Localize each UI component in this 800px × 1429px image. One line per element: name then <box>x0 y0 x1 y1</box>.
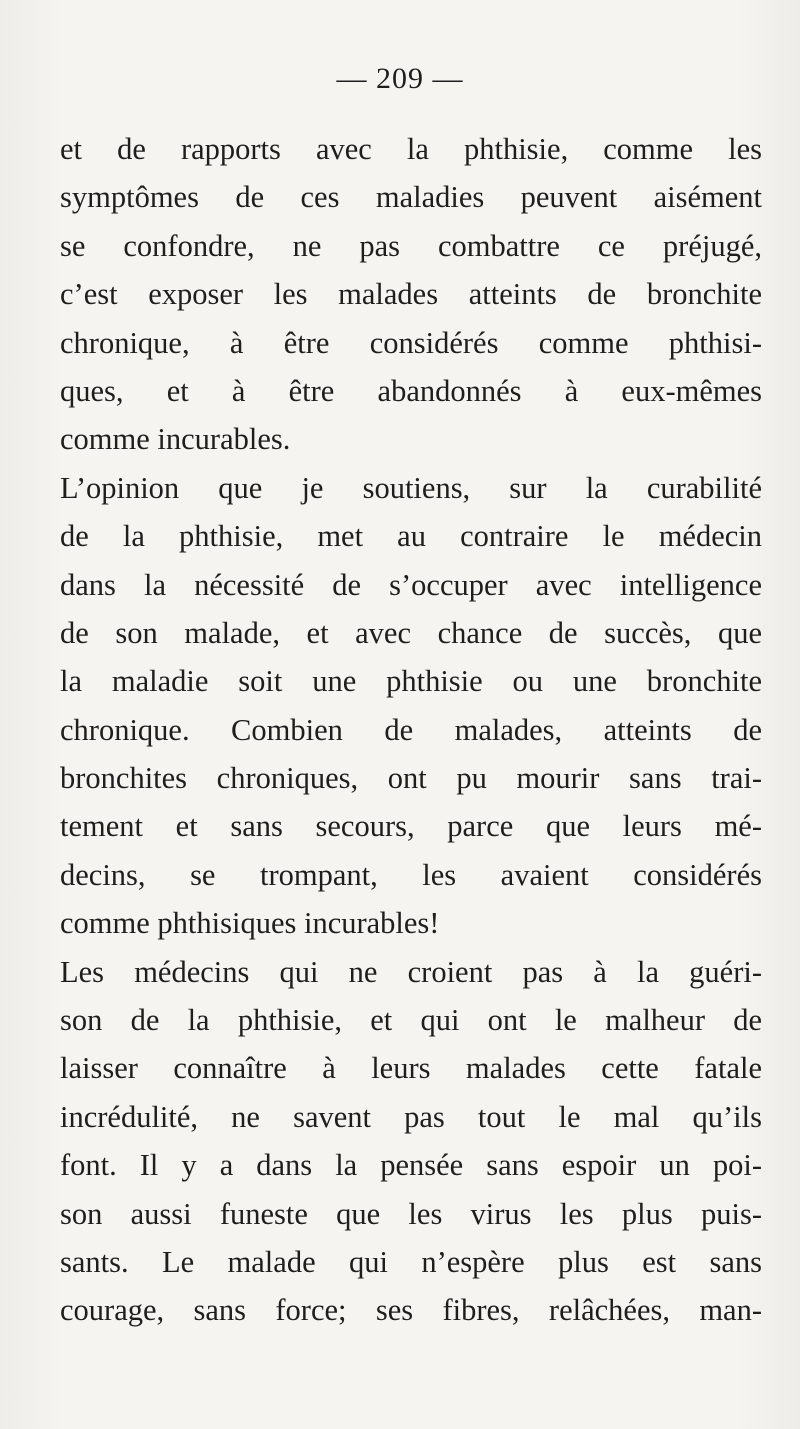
text-line: tement et sans secours, parce que leurs mé- <box>60 809 762 844</box>
text-line: ques, et à être abandonnés à eux-mêmes <box>60 373 762 408</box>
text-line: de son malade, et avec chance de succès, que <box>60 615 762 650</box>
text-line: comme phthisiques incurables! <box>60 906 440 941</box>
text-line: sants. Le malade qui n’espère plus est sans <box>60 1244 762 1279</box>
text-line: font. Il y a dans la pensée sans espoir un poi- <box>60 1148 762 1183</box>
text-line: Les médecins qui ne croient pas à la guéri- <box>60 954 762 989</box>
text-line: dans la nécessité de s’occuper avec intelligence <box>60 567 762 602</box>
text-line: laisser connaître à leurs malades cette fatale <box>60 1051 762 1086</box>
text-line: de la phthisie, met au contraire le médecin <box>60 519 762 554</box>
page-number: — 209 — <box>336 62 464 95</box>
text-line: L’opinion que je soutiens, sur la curabilité <box>60 470 762 505</box>
text-line: decins, se trompant, les avaient considérés <box>60 857 762 892</box>
text-line: chronique. Combien de malades, atteints de <box>60 712 762 747</box>
text-line: et de rapports avec la phthisie, comme les <box>60 132 762 166</box>
text-line: comme incurables. <box>60 422 291 457</box>
text-line: bronchites chroniques, ont pu mourir sans trai- <box>60 761 762 796</box>
text-line: incrédulité, ne savent pas tout le mal qu’ils <box>60 1099 762 1134</box>
text-line: la maladie soit une phthisie ou une bronchite <box>60 664 762 699</box>
text-line: courage, sans force; ses fibres, relâchées, man- <box>60 1293 762 1328</box>
text-line: symptômes de ces maladies peuvent aisément <box>60 180 762 215</box>
text-line: son de la phthisie, et qui ont le malheur de <box>60 1003 762 1038</box>
text-line: son aussi funeste que les virus les plus puis- <box>60 1196 762 1231</box>
text-line: chronique, à être considérés comme phthisi- <box>60 325 762 360</box>
text-line: se confondre, ne pas combattre ce préjugé, <box>60 228 762 263</box>
body-text <box>60 125 762 1335</box>
text-line: c’est exposer les malades atteints de bronchite <box>60 277 762 312</box>
